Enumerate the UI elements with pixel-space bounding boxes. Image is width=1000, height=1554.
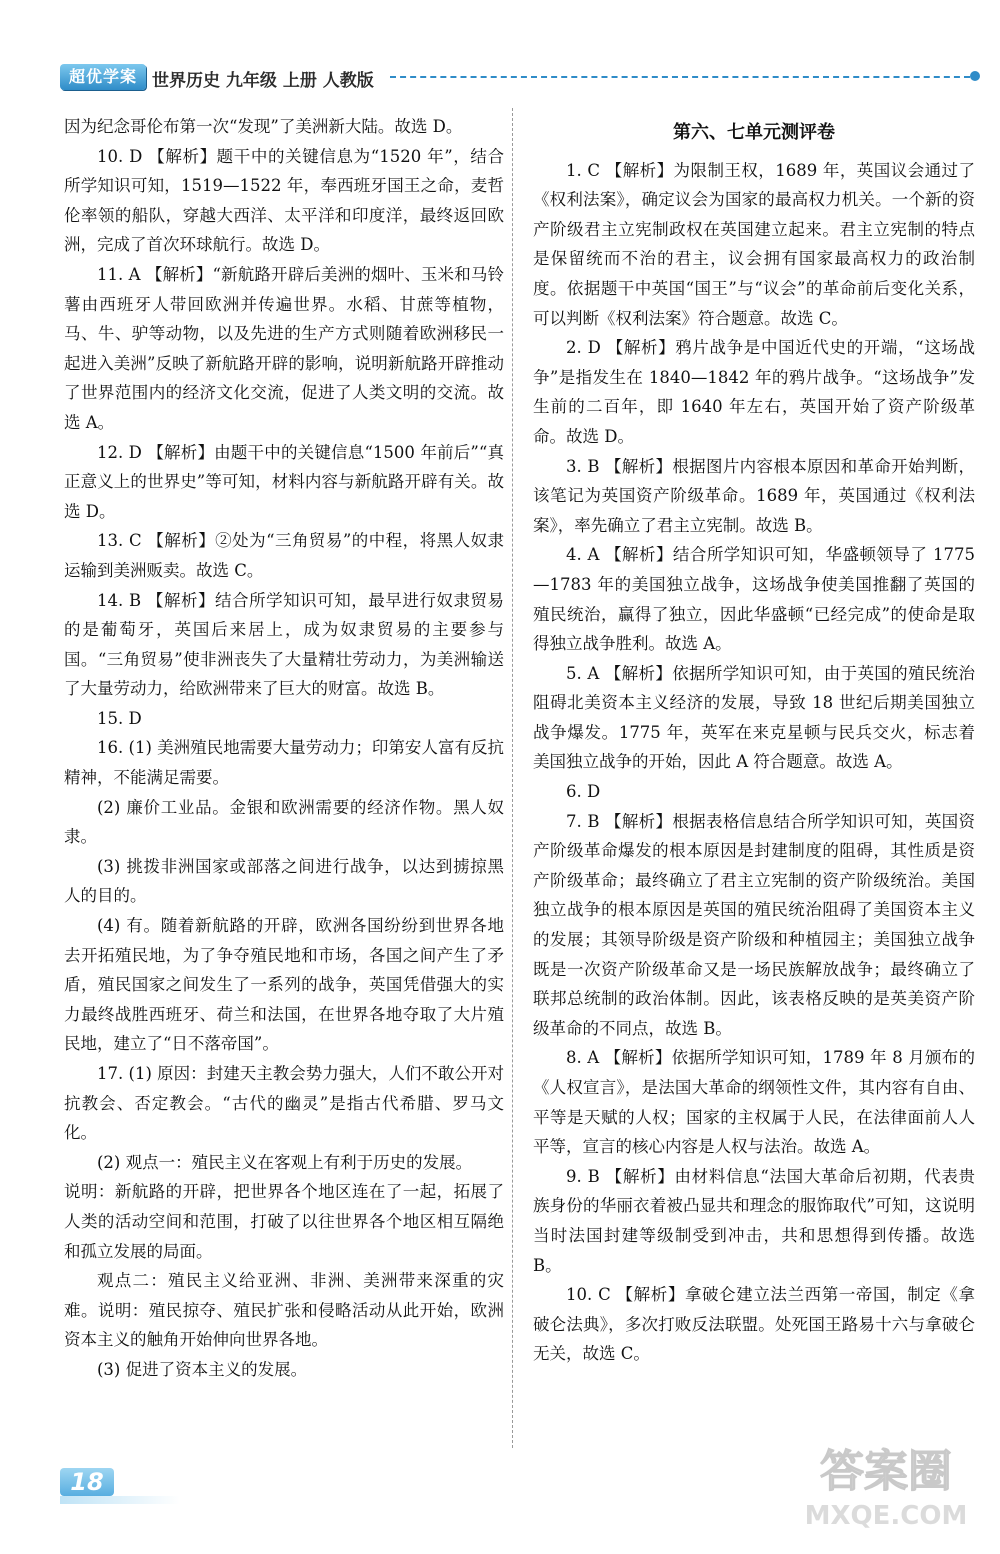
answer-paragraph: 说明：新航路的开辟，把世界各个地区连在了一起，拓展了人类的活动空间和范围，打破了以往世界各个地区相互隔绝和孤立发展的局面。 [64, 1182, 504, 1261]
left-column [64, 112, 504, 1385]
series-title: 世界历史 九年级 上册 人教版 [152, 71, 374, 91]
answer-paragraph: 10. C 【解析】拿破仑建立法兰西第一帝国，制定《拿破仑法典》，多次打败反法联盟。处死国王路易十六与拿破仑无关，故选 C。 [533, 1285, 975, 1364]
section-title: 第六、七单元测评卷 [673, 122, 835, 143]
right-column [533, 112, 975, 1369]
answer-paragraph: 8. A 【解析】依据所学知识可知，1789 年 8 月颁布的《人权宣言》，是法国大革命的纲领性文件，其内容有自由、平等是天赋的人权；国家的主权属于人民，在法律面前人人平等，宣言的核心内容是人权与法治。故选 A。 [533, 1048, 975, 1157]
answer-paragraph: 16. (1) 美洲殖民地需要大量劳动力；印第安人富有反抗精神，不能满足需要。 [64, 738, 504, 788]
watermark-logo [796, 1426, 976, 1536]
answer-paragraph: 13. C 【解析】②处为“三角贸易”的中程，将黑人奴隶运输到美洲贩卖。故选 C。 [64, 531, 504, 580]
answer-paragraph: 10. D 【解析】题干中的关键信息为“1520 年”，结合所学知识可知，1519—1522 年，奉西班牙国王之命，麦哲伦率领的船队，穿越大西洋、太平洋和印度洋，最终返回欧洲，完成了首次环球航行。故选 D。 [64, 146, 504, 255]
answer-paragraph: 7. B 【解析】根据表格信息结合所学知识可知，英国资产阶级革命爆发的根本原因是封建制度的阻碍，其性质是资产阶级革命；最终确立了君主立宪制的资产阶级统治。美国独立战争的根本原因是英国的殖民统治阻碍了美国资本主义的发展；其领导阶级是资产阶级和种植园主；美国独立战争既是一次资产阶级革命又是一场民族解放战争；最终确立了联邦总统制的政治体制。因此，该表格反映的是英美资产阶级革命的不同点，故选 B。 [533, 811, 975, 1038]
answer-paragraph: 12. D 【解析】由题干中的关键信息“1500 年前后”“真正意义上的世界史”等可知，材料内容与新航路开辟有关。故选 D。 [64, 442, 504, 521]
answer-paragraph: 1. C 【解析】为限制王权，1689 年，英国议会通过了《权利法案》，确定议会为国家的最高权力机关。一个新的资产阶级君主立宪制政权在英国建立起来。君主立宪制的特点是保留统而不治的君主，议会拥有国家最高权力的政治制度。依据题干中英国“国王”与“议会”的革命前后变化关系，可以判断《权利法案》符合题意。故选 C。 [533, 160, 975, 328]
answer-paragraph: 9. B 【解析】由材料信息“法国大革命后初期，代表贵族身份的华丽衣着被凸显共和理念的服饰取代”可知，这说明当时法国封建等级制受到冲击，共和思想得到传播。故选 B。 [533, 1166, 975, 1275]
answer-paragraph: 14. B 【解析】结合所学知识可知，最早进行奴隶贸易的是葡萄牙，英国后来居上，成为奴隶贸易的主要参与国。“三角贸易”使非洲丧失了大量精壮劳动力，为美洲输送了大量劳动力，给欧洲带来了巨大的财富。故选 B。 [64, 590, 504, 699]
answer-paragraph: (3) 挑拨非洲国家或部落之间进行战争，以达到掳掠黑人的目的。 [64, 856, 504, 906]
answer-paragraph: (3) 促进了资本主义的发展。 [97, 1359, 308, 1379]
answer-paragraph: 6. D [566, 782, 601, 802]
header-dot-icon [970, 71, 980, 81]
answer-paragraph: (4) 有。随着新航路的开辟，欧洲各国纷纷到世界各地去开拓殖民地，为了争夺殖民地和市场，各国之间产生了矛盾，殖民国家之间发生了一系列的战争，英国凭借强大的实力最终战胜西班牙、荷兰和法国，在世界各地夺取了大片殖民地，建立了“日不落帝国”。 [64, 916, 504, 1054]
page-number: 18 [60, 1468, 114, 1496]
answer-paragraph: (2) 廉价工业品。金银和欧洲需要的经济作物。黑人奴隶。 [64, 797, 504, 847]
page-header [60, 62, 980, 92]
answer-paragraph: (2) 观点一：殖民主义在客观上有利于历史的发展。 [97, 1152, 473, 1172]
answer-paragraph: 15. D [97, 708, 142, 728]
header-divider [390, 76, 970, 78]
answer-paragraph: 17. (1) 原因：封建天主教会势力强大，人们不敢公开对抗教会、否定教会。“古代的幽灵”是指古代希腊、罗马文化。 [64, 1064, 504, 1143]
page-number-wave [60, 1496, 180, 1504]
answer-paragraph: 11. A 【解析】“新航路开辟后美洲的烟叶、玉米和马铃薯由西班牙人带回欧洲并传遍世界。水稻、甘蔗等植物，马、牛、驴等动物，以及先进的生产方式则随着欧洲移民一起进入美洲”反映了新航路开辟的影响，说明新航路开辟推动了世界范围内的经济文化交流，促进了人类文明的交流。故选 A。 [64, 264, 504, 432]
watermark-url: MXQE.COM [804, 1501, 968, 1531]
answer-paragraph: 2. D 【解析】鸦片战争是中国近代史的开端，“这场战争”是指发生在 1840—1842 年的鸦片战争。“这场战争”发生前的二百年，即 1640 年左右，英国开始了资产阶级革命。故选 D。 [533, 338, 975, 446]
answer-paragraph: 观点二：殖民主义给亚洲、非洲、美洲带来深重的灾难。说明：殖民掠夺、殖民扩张和侵略活动从此开始，欧洲资本主义的触角开始伸向世界各地。 [64, 1271, 504, 1350]
watermark-text: 答案圈 [820, 1446, 952, 1497]
column-divider [512, 108, 513, 1448]
answer-paragraph: 3. B 【解析】根据图片内容根本原因和革命开始判断，该笔记为英国资产阶级革命。1689 年，英国通过《权利法案》，率先确立了君主立宪制。故选 B。 [533, 456, 975, 535]
answer-paragraph: 4. A 【解析】结合所学知识可知，华盛顿领导了 1775—1783 年的美国独立战争，这场战争使美国推翻了英国的殖民统治，赢得了独立，因此华盛顿“已经完成”的使命是取得独立战争胜利。故选 A。 [533, 545, 975, 654]
series-logo: 超优学案 [60, 64, 146, 90]
answer-paragraph: 因为纪念哥伦布第一次“发现”了美洲新大陆。故选 D。 [64, 117, 463, 136]
answer-paragraph: 5. A 【解析】依据所学知识可知，由于英国的殖民统治阻碍北美资本主义经济的发展，导致 18 世纪后期美国独立战争爆发。1775 年，英军在来克星顿与民兵交火，标志着美国独立战争的开始，因此 A 符合题意。故选 A。 [533, 663, 975, 772]
